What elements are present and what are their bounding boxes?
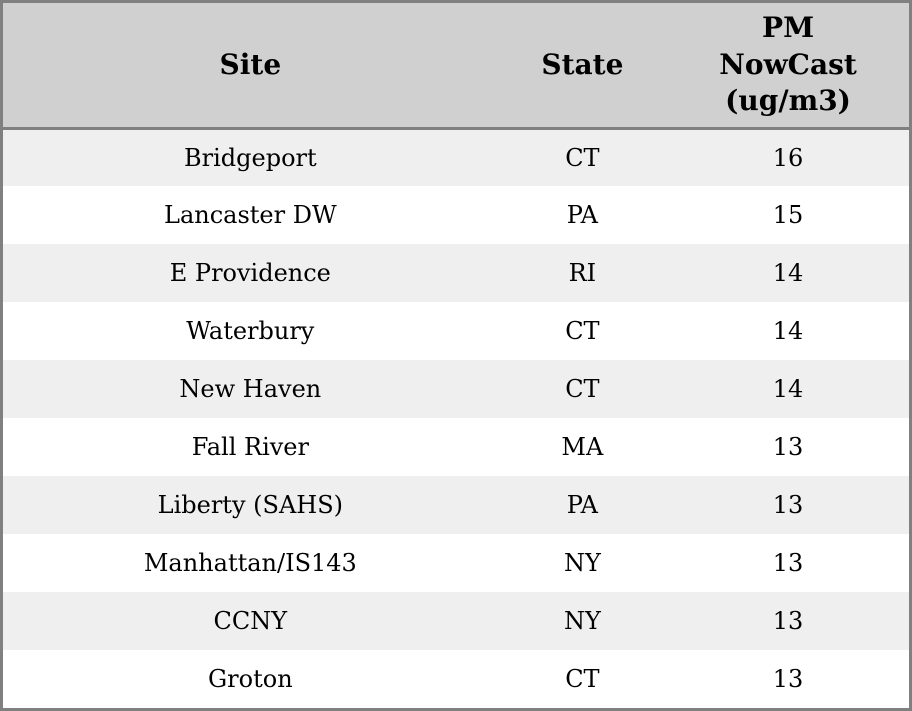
cell-site: Fall River xyxy=(191,433,309,461)
table-header xyxy=(3,3,909,128)
table-row xyxy=(3,476,909,534)
cell-pm: 13 xyxy=(772,607,804,635)
cell-site: E Providence xyxy=(169,259,331,287)
table-row xyxy=(3,128,909,186)
column-header-pm-nowcast xyxy=(667,3,909,128)
column-header-state: State xyxy=(498,3,667,128)
cell-state: CT xyxy=(565,375,600,403)
cell-state: PA xyxy=(566,201,599,229)
cell-pm: 13 xyxy=(772,433,804,461)
cell-pm: 14 xyxy=(772,375,804,403)
cell-site: New Haven xyxy=(179,375,322,403)
cell-state: CT xyxy=(565,143,600,172)
column-header-site: Site xyxy=(3,3,498,128)
cell-pm: 13 xyxy=(772,549,804,577)
cell-site: CCNY xyxy=(213,607,288,635)
table-row xyxy=(3,418,909,476)
cell-pm: 16 xyxy=(772,143,804,172)
cell-site: Waterbury xyxy=(186,317,315,345)
table-row xyxy=(3,244,909,302)
cell-pm: 15 xyxy=(772,201,804,229)
cell-state: MA xyxy=(561,433,604,461)
table-row xyxy=(3,186,909,244)
cell-state: RI xyxy=(568,259,597,287)
cell-site: Lancaster DW xyxy=(164,201,337,229)
cell-state: NY xyxy=(563,607,601,635)
cell-pm: 13 xyxy=(772,491,804,519)
cell-state: PA xyxy=(566,491,599,519)
table-row xyxy=(3,650,909,708)
table-body xyxy=(3,128,909,708)
cell-site: Groton xyxy=(208,665,293,693)
header-row xyxy=(3,3,909,128)
cell-state: NY xyxy=(563,549,601,577)
table-row xyxy=(3,534,909,592)
cell-site: Liberty (SAHS) xyxy=(157,491,344,519)
table-row xyxy=(3,360,909,418)
cell-pm: 13 xyxy=(772,665,804,693)
pm-nowcast-table xyxy=(3,3,909,708)
column-header-pm-nowcast-label: PM NowCast (ug/m3) xyxy=(719,11,857,117)
table-row xyxy=(3,592,909,650)
cell-pm: 14 xyxy=(772,259,804,287)
table-row xyxy=(3,302,909,360)
cell-pm: 14 xyxy=(772,317,804,345)
cell-site: Bridgeport xyxy=(184,143,317,172)
cell-state: CT xyxy=(565,665,600,693)
cell-state: CT xyxy=(565,317,600,345)
cell-site: Manhattan/IS143 xyxy=(143,549,357,577)
